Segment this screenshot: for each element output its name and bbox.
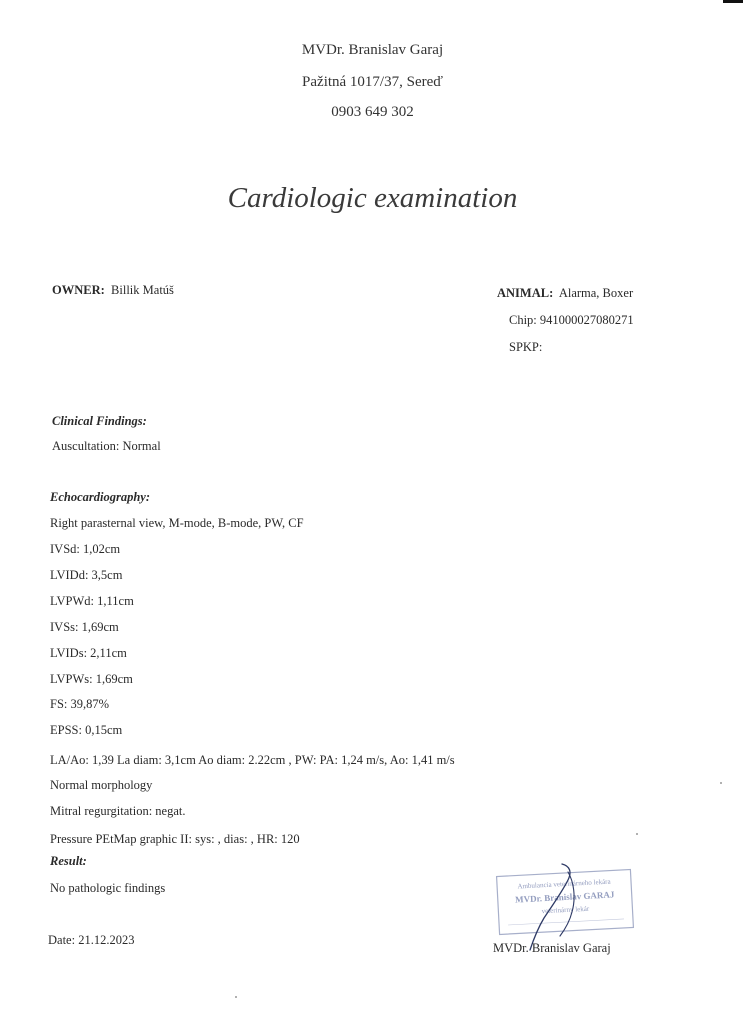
scan-edge-mark <box>723 0 743 3</box>
animal-label: ANIMAL <box>497 286 550 300</box>
animal-chip: Chip: 941000027080271 <box>509 313 634 327</box>
result-text: No pathologic findings <box>50 881 166 895</box>
stamp-line-2: MVDr. Branislav GARAJ <box>514 889 615 905</box>
echo-line: IVSd: 1,02cm <box>50 542 121 556</box>
echo-line: Mitral regurgitation: negat. <box>50 804 186 818</box>
echo-line: Right parasternal view, M-mode, B-mode, PW, CF <box>50 516 304 530</box>
echo-line: LVPWd: 1,11cm <box>50 594 134 608</box>
scan-speck <box>235 996 237 998</box>
owner-label: OWNER <box>52 283 101 297</box>
result-heading: Result: <box>50 854 87 868</box>
echo-line: LVPWs: 1,69cm <box>50 672 133 686</box>
echocardiography-heading: Echocardiography: <box>50 490 150 504</box>
echo-line: FS: 39,87% <box>50 697 110 711</box>
owner-row: OWNER: Billik Matúš <box>52 283 174 297</box>
animal-value: Alarma, Boxer <box>558 286 634 300</box>
signature-name: MVDr. Branislav Garaj <box>493 941 611 955</box>
auscultation-line: Auscultation: Normal <box>52 439 161 453</box>
animal-row: ANIMAL: Alarma, Boxer <box>497 286 634 300</box>
echo-line: LA/Ao: 1,39 La diam: 3,1cm Ao diam: 2.22cm , PW: PA: 1,24 m/s, Ao: 1,41 m/s <box>50 753 455 767</box>
vet-phone: 0903 649 302 <box>331 104 414 120</box>
scan-speck <box>720 782 722 784</box>
exam-date: Date: 21.12.2023 <box>48 933 135 947</box>
stamp-line-3: veterinárny lekár <box>541 904 590 916</box>
echo-line: LVIDd: 3,5cm <box>50 568 123 582</box>
vet-name-header: MVDr. Branislav Garaj <box>301 42 444 58</box>
document-title: Cardiologic examination <box>227 182 518 214</box>
clinical-findings-heading: Clinical Findings: <box>52 414 147 428</box>
owner-value: Billik Matúš <box>111 283 174 297</box>
echo-line: EPSS: 0,15cm <box>50 723 123 737</box>
echo-line: LVIDs: 2,11cm <box>50 646 127 660</box>
animal-spkp: SPKP: <box>509 340 543 354</box>
echo-line: IVSs: 1,69cm <box>50 620 119 634</box>
echo-line: Pressure PEtMap graphic II: sys: , dias: , HR: 120 <box>50 832 300 846</box>
vet-address: Pažitná 1017/37, Sereď <box>302 74 443 90</box>
stamp-line-1: Ambulancia veterinárneho lekára <box>517 877 611 891</box>
scan-speck <box>636 833 638 835</box>
echo-line: Normal morphology <box>50 778 153 792</box>
